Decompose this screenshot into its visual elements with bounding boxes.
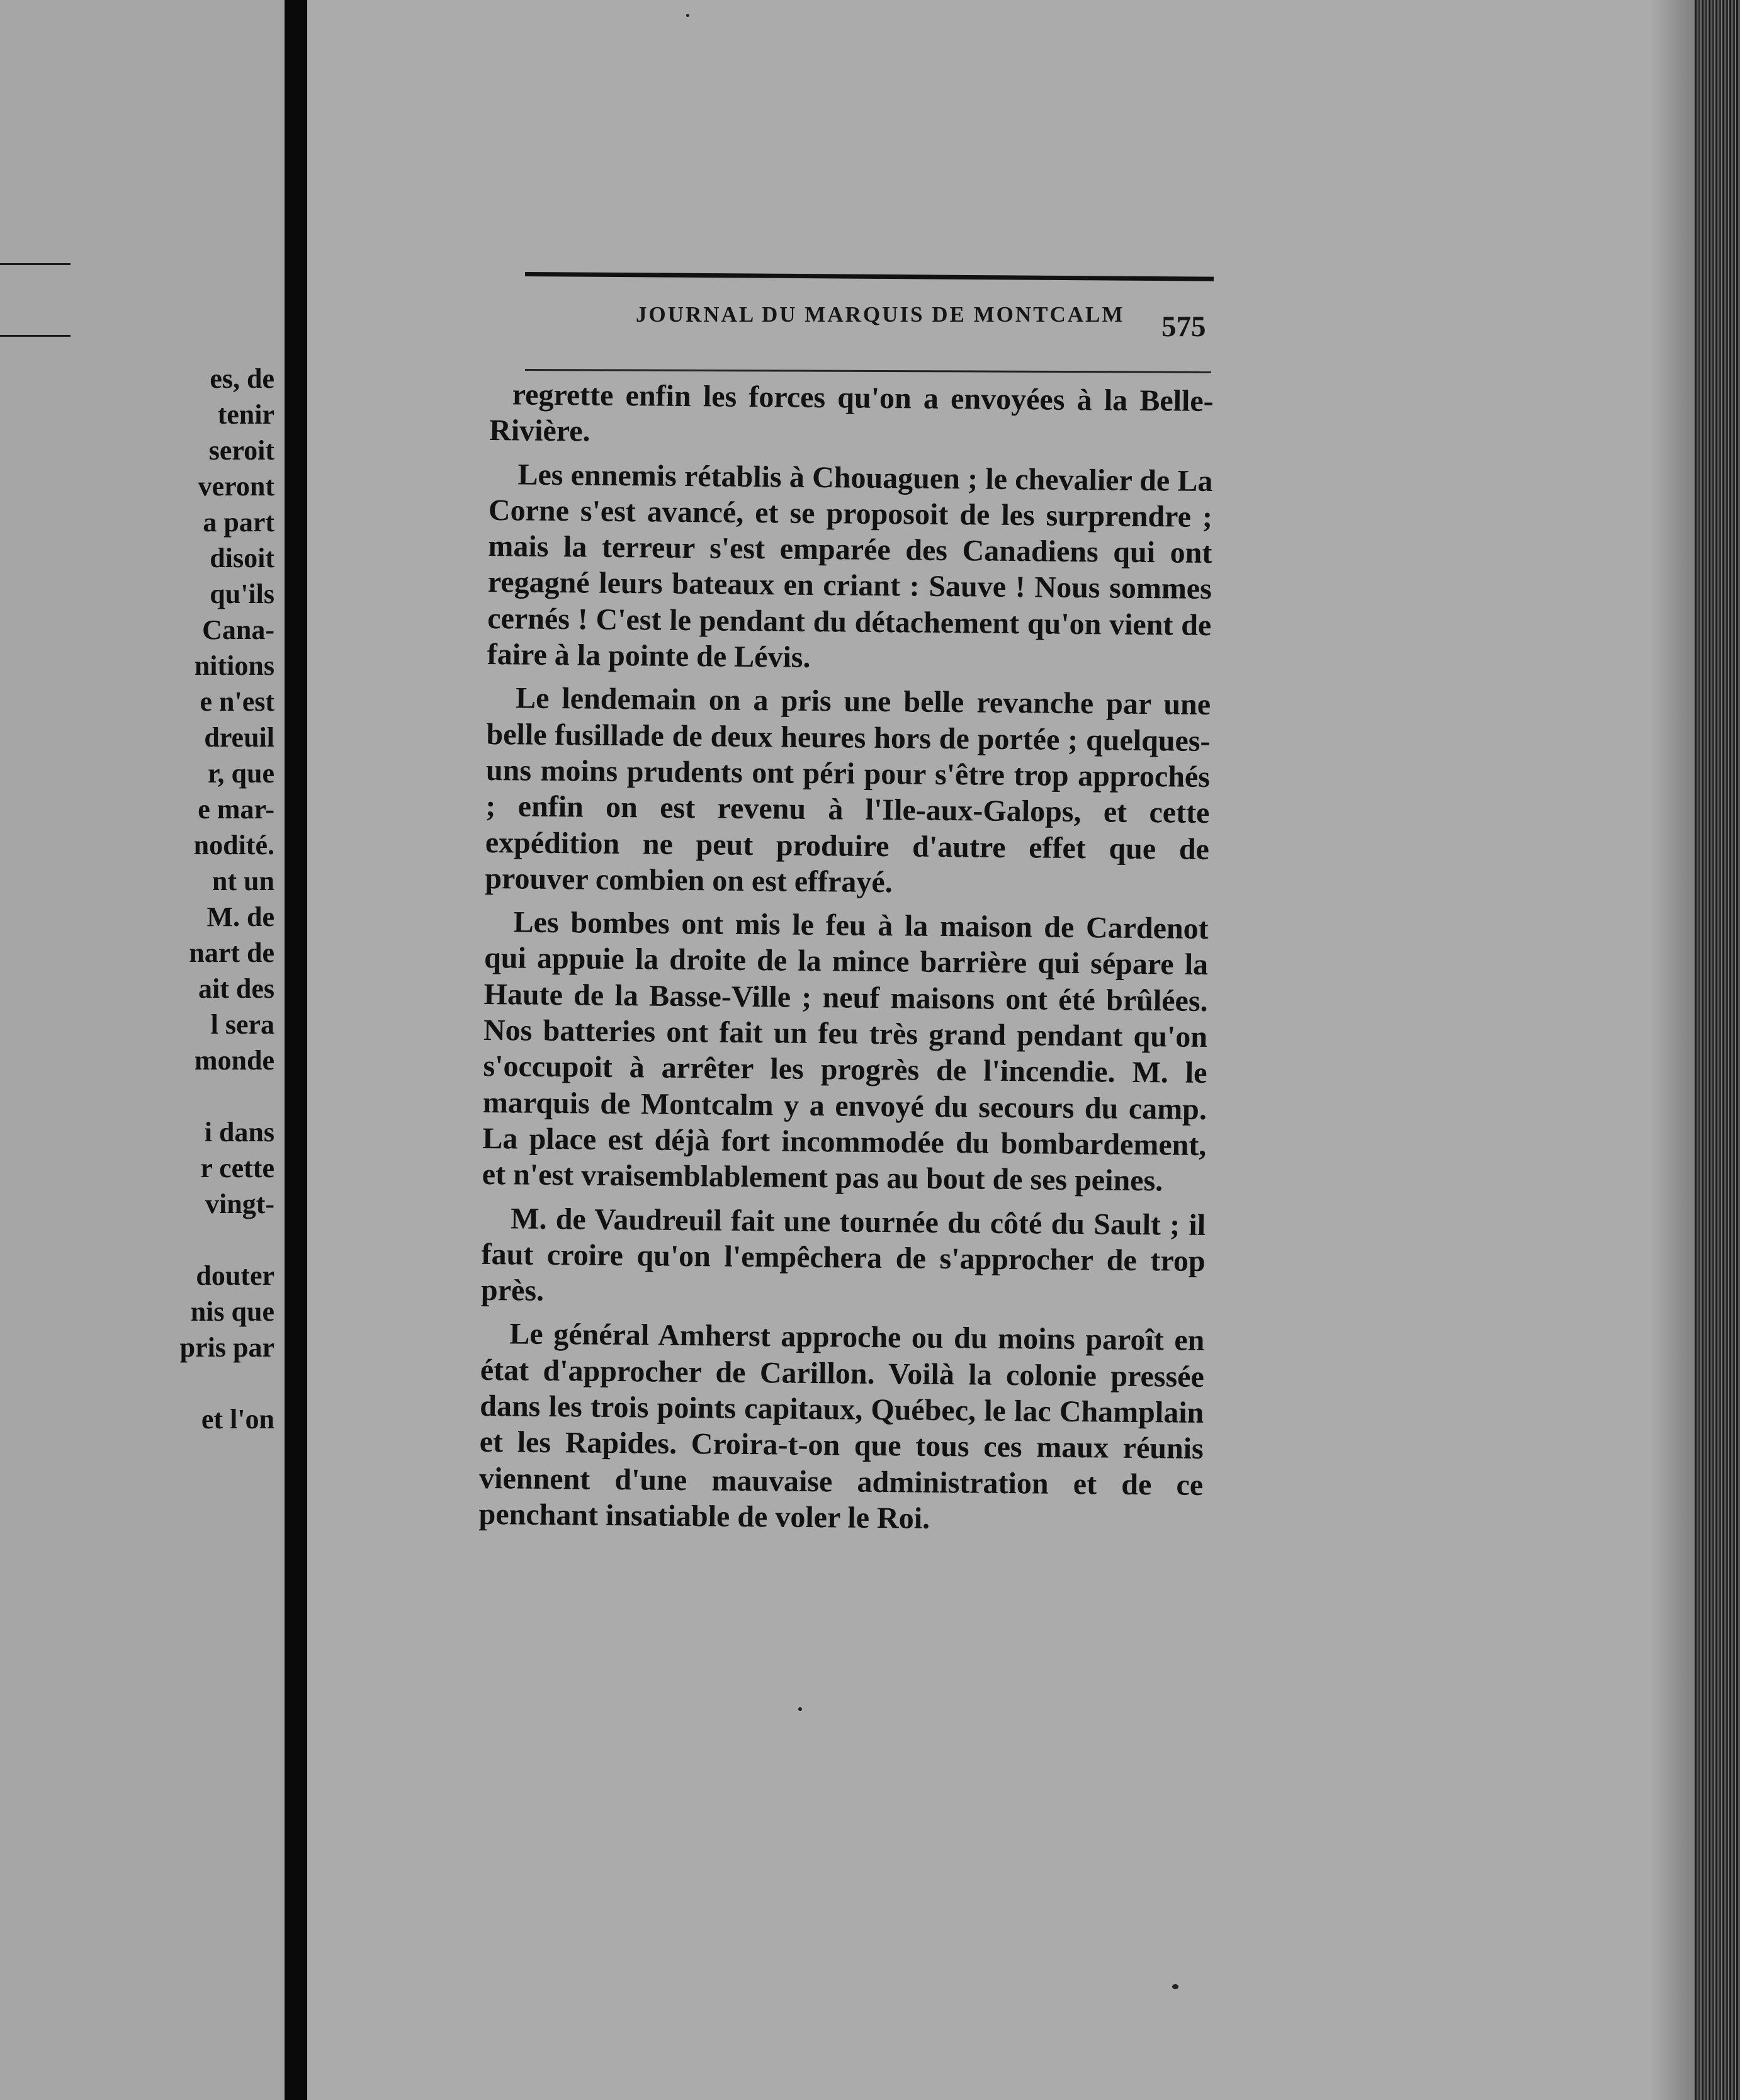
left-line-gap — [180, 1222, 274, 1258]
left-line: disoit — [210, 543, 274, 573]
left-line: dreuil — [204, 722, 274, 753]
left-page-text — [180, 361, 274, 1437]
left-line: es, de — [210, 363, 274, 394]
paragraph: regrette enfin les forces qu'on a envoyées à la Belle-Rivière. — [489, 378, 1214, 448]
left-line: e n'est — [200, 686, 274, 717]
left-line-gap — [180, 1078, 274, 1114]
left-line: qu'ils — [210, 579, 274, 609]
left-line: r, que — [208, 758, 274, 789]
left-line: pris par — [179, 1332, 274, 1363]
left-page-rule-bottom — [0, 335, 71, 337]
left-line: monde — [194, 1045, 274, 1076]
paragraph: Le lendemain on a pris une belle revanche par une belle fusillade de deux heures hors de portée ; quelques-uns moins prudents ont péri pour s'être trop approchés ; enfin on est revenu à l'Ile-aux-Galops, et cette expédition ne peut produire d'autre effet que de prouver combien on est effrayé. — [485, 681, 1211, 900]
left-line: ait des — [198, 973, 274, 1004]
running-head: JOURNAL DU MARQUIS DE MONTCALM — [636, 302, 1125, 327]
left-line: tenir — [217, 399, 274, 430]
left-line: Cana- — [202, 614, 274, 645]
paragraph: Les bombes ont mis le feu à la maison de Cardenot qui appuie la droite de la mince barrière qui sépare la Haute de la Basse-Ville ; neuf maisons ont été brûlées. Nos batteries ont fait un feu très grand pendant qu'on s'occupoit à arrêter les progrès de l'incendie. M. le marquis de Montcalm y a envoyé du secours du camp. La place est déjà fort incommodée du bombardement, et n'est vraisemblablement pas au bout de ses peines. — [482, 905, 1209, 1198]
left-line: r cette — [200, 1153, 274, 1183]
left-line: et l'on — [201, 1404, 274, 1435]
left-line: douter — [196, 1260, 274, 1291]
left-line: l sera — [210, 1009, 274, 1040]
left-line: i dans — [204, 1117, 274, 1148]
book-page-edges — [1695, 0, 1740, 2100]
paragraph: Les ennemis rétablis à Chouaguen ; le chevalier de La Corne s'est avancé, et se proposoit de les surprendre ; mais la terreur s'est emparée des Canadiens qui ont regagné leurs bateaux en criant : Sauve ! Nous sommes cernés ! C'est le pendant du détachement qu'on vient de faire à la pointe de Lévis. — [487, 458, 1213, 674]
print-speck — [1172, 1984, 1178, 1989]
book-gutter — [285, 0, 307, 2100]
left-line-gap — [180, 1365, 274, 1401]
left-line: M. de — [206, 901, 274, 932]
left-facing-page — [0, 0, 285, 2100]
left-page-rule-top — [0, 263, 71, 265]
left-line: e mar- — [198, 794, 274, 825]
page-edge-shadow — [1649, 0, 1695, 2100]
left-line: vingt- — [205, 1188, 274, 1219]
print-speck — [798, 1707, 802, 1711]
left-line: nitions — [194, 650, 274, 681]
paragraph: M. de Vaudreuil fait une tournée du côté du Sault ; il faut croire qu'on l'empêchera de s'approcher de trop près. — [480, 1201, 1206, 1308]
print-speck — [686, 14, 689, 17]
body-text — [478, 376, 1214, 1539]
left-line: veront — [198, 471, 274, 502]
left-line: nis que — [190, 1296, 274, 1327]
left-line: a part — [203, 507, 274, 538]
left-line: nodité. — [193, 830, 274, 861]
left-line: nart de — [189, 937, 274, 968]
page-number: 575 — [1161, 310, 1206, 343]
left-line: seroit — [208, 435, 274, 466]
left-line: nt un — [212, 866, 274, 896]
paragraph: Le général Amherst approche ou du moins paroît en état d'approcher de Carillon. Voilà la colonie pressée dans les trois points capitaux, Québec, le lac Champlain et les Rapides. Croira-t-on que tous ces maux réunis viennent d'une mauvaise administration et de ce penchant insatiable de voler le Roi. — [478, 1317, 1205, 1535]
